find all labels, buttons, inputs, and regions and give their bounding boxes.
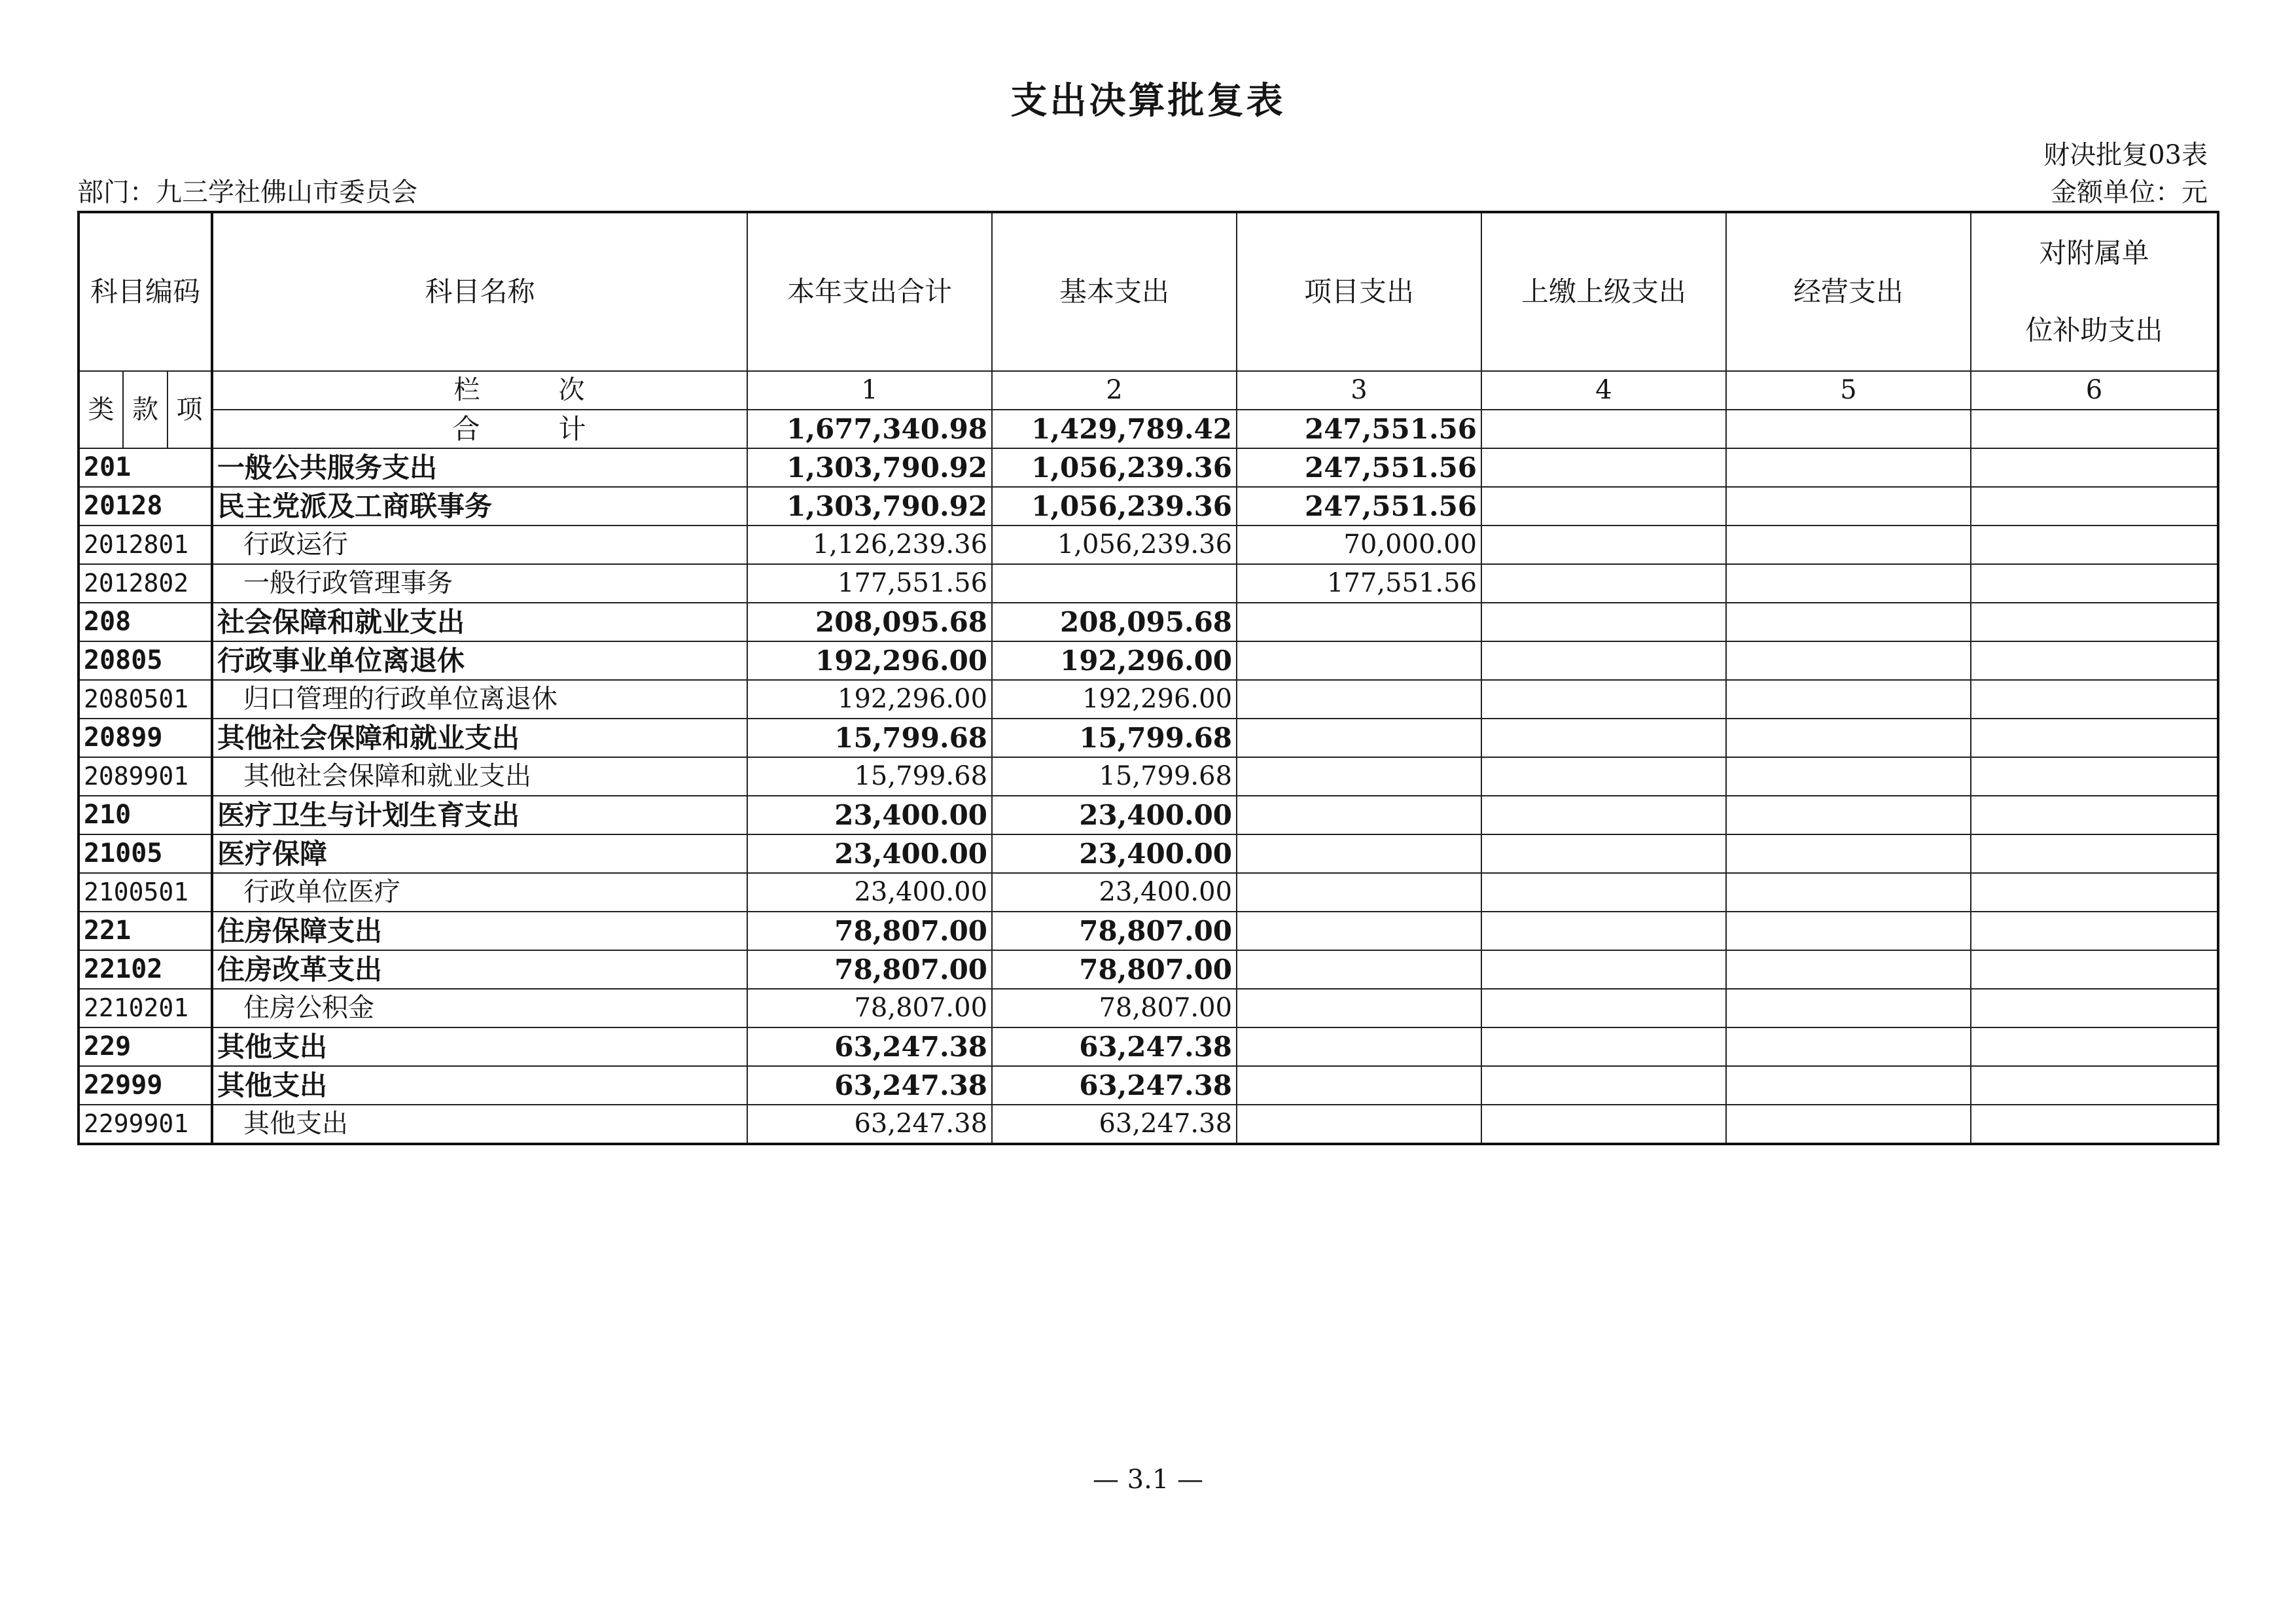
table-row [79, 719, 2218, 757]
row-total-expenditure: 1,303,790.92 [747, 487, 992, 526]
row-name: 住房公积金 [212, 989, 747, 1027]
row-operating-expenditure [1726, 834, 1971, 873]
row-operating-expenditure [1726, 757, 1971, 796]
row-basic-expenditure: 1,056,239.36 [992, 487, 1237, 526]
table-row [79, 873, 2218, 912]
row-superior-payment [1481, 834, 1726, 873]
row-basic-expenditure [992, 564, 1237, 603]
table-row [79, 1066, 2218, 1105]
table-row [79, 1027, 2218, 1066]
department-label: 部门：九三学社佛山市委员会 [77, 177, 417, 207]
table-row [79, 448, 2218, 487]
amount-unit-label: 金额单位：元 [2051, 177, 2208, 207]
row-subsidiary-subsidy [1971, 1027, 2218, 1066]
row-basic-expenditure: 23,400.00 [992, 796, 1237, 834]
row-total-expenditure: 15,799.68 [747, 719, 992, 757]
row-code: 221 [79, 912, 212, 950]
col-number-6: 6 [1971, 371, 2218, 410]
total-c4 [1481, 410, 1726, 448]
table-row [79, 950, 2218, 989]
row-code: 2089901 [79, 757, 212, 796]
page-title: 支出决算批复表 [1010, 80, 1286, 122]
row-subsidiary-subsidy [1971, 989, 2218, 1027]
row-name: 行政运行 [212, 526, 747, 564]
row-operating-expenditure [1726, 487, 1971, 526]
row-basic-expenditure: 63,247.38 [992, 1105, 1237, 1144]
row-project-expenditure [1237, 641, 1481, 680]
row-subsidiary-subsidy [1971, 448, 2218, 487]
col-number-4: 4 [1481, 371, 1726, 410]
row-superior-payment [1481, 796, 1726, 834]
row-operating-expenditure [1726, 989, 1971, 1027]
row-code: 22999 [79, 1066, 212, 1105]
row-name: 医疗卫生与计划生育支出 [212, 796, 747, 834]
page-number: — 3.1 — [1092, 1465, 1204, 1495]
header-code: 科目编码 [79, 212, 212, 371]
row-superior-payment [1481, 526, 1726, 564]
row-superior-payment [1481, 719, 1726, 757]
column-number-row [79, 371, 2218, 410]
row-total-expenditure: 63,247.38 [747, 1105, 992, 1144]
row-subsidiary-subsidy [1971, 487, 2218, 526]
row-code: 2100501 [79, 873, 212, 912]
row-superior-payment [1481, 448, 1726, 487]
row-basic-expenditure: 15,799.68 [992, 719, 1237, 757]
row-subsidiary-subsidy [1971, 641, 2218, 680]
column-number-label [212, 371, 747, 410]
row-project-expenditure [1237, 1105, 1481, 1144]
row-operating-expenditure [1726, 873, 1971, 912]
row-basic-expenditure: 192,296.00 [992, 641, 1237, 680]
row-total-expenditure: 1,126,239.36 [747, 526, 992, 564]
row-name: 其他支出 [212, 1066, 747, 1105]
row-name: 归口管理的行政单位离退休 [212, 680, 747, 719]
row-subsidiary-subsidy [1971, 757, 2218, 796]
label-he: 合 [452, 413, 559, 445]
header-basic-expenditure: 基本支出 [992, 212, 1237, 371]
header-operating-expenditure: 经营支出 [1726, 212, 1971, 371]
row-code: 210 [79, 796, 212, 834]
row-subsidiary-subsidy [1971, 603, 2218, 641]
row-project-expenditure [1237, 912, 1481, 950]
total-c5 [1726, 410, 1971, 448]
row-code: 20805 [79, 641, 212, 680]
row-subsidiary-subsidy [1971, 526, 2218, 564]
row-operating-expenditure [1726, 1027, 1971, 1066]
table-row [79, 603, 2218, 641]
row-code: 22102 [79, 950, 212, 989]
row-operating-expenditure [1726, 641, 1971, 680]
row-subsidiary-subsidy [1971, 719, 2218, 757]
row-name: 行政事业单位离退休 [212, 641, 747, 680]
col-number-3: 3 [1237, 371, 1481, 410]
header-name: 科目名称 [212, 212, 747, 371]
row-subsidiary-subsidy [1971, 796, 2218, 834]
header-xiang: 项 [168, 371, 212, 448]
row-basic-expenditure: 63,247.38 [992, 1066, 1237, 1105]
row-code: 208 [79, 603, 212, 641]
row-project-expenditure [1237, 757, 1481, 796]
row-superior-payment [1481, 950, 1726, 989]
row-subsidiary-subsidy [1971, 912, 2218, 950]
table-row [79, 680, 2218, 719]
row-operating-expenditure [1726, 719, 1971, 757]
row-total-expenditure: 23,400.00 [747, 796, 992, 834]
table-row [79, 757, 2218, 796]
row-total-expenditure: 63,247.38 [747, 1066, 992, 1105]
row-basic-expenditure: 1,056,239.36 [992, 526, 1237, 564]
row-total-expenditure: 177,551.56 [747, 564, 992, 603]
row-superior-payment [1481, 989, 1726, 1027]
row-code: 2299901 [79, 1105, 212, 1144]
header-lei: 类 [79, 371, 123, 448]
row-total-expenditure: 1,303,790.92 [747, 448, 992, 487]
row-superior-payment [1481, 603, 1726, 641]
table-row [79, 1105, 2218, 1144]
table-row [79, 526, 2218, 564]
total-row [79, 410, 2218, 448]
row-superior-payment [1481, 873, 1726, 912]
row-project-expenditure: 70,000.00 [1237, 526, 1481, 564]
row-basic-expenditure: 78,807.00 [992, 912, 1237, 950]
header-project-expenditure: 项目支出 [1237, 212, 1481, 371]
row-name: 民主党派及工商联事务 [212, 487, 747, 526]
row-total-expenditure: 78,807.00 [747, 989, 992, 1027]
total-c2: 1,429,789.42 [992, 410, 1237, 448]
row-operating-expenditure [1726, 564, 1971, 603]
row-project-expenditure [1237, 1066, 1481, 1105]
col-number-1: 1 [747, 371, 992, 410]
row-subsidiary-subsidy [1971, 950, 2218, 989]
row-code: 21005 [79, 834, 212, 873]
row-project-expenditure [1237, 989, 1481, 1027]
header-kuan: 款 [123, 371, 168, 448]
row-project-expenditure [1237, 719, 1481, 757]
row-operating-expenditure [1726, 1066, 1971, 1105]
table-row [79, 834, 2218, 873]
row-basic-expenditure: 23,400.00 [992, 834, 1237, 873]
row-operating-expenditure [1726, 950, 1971, 989]
row-subsidiary-subsidy [1971, 1105, 2218, 1144]
row-superior-payment [1481, 680, 1726, 719]
header-subsidy-line2: 位补助支出 [2025, 314, 2163, 346]
row-name: 医疗保障 [212, 834, 747, 873]
row-name: 其他社会保障和就业支出 [212, 757, 747, 796]
table-row [79, 564, 2218, 603]
form-number: 财决批复03表 [2043, 140, 2208, 170]
row-project-expenditure [1237, 1027, 1481, 1066]
col-number-2: 2 [992, 371, 1237, 410]
table-row [79, 989, 2218, 1027]
table-row [79, 796, 2218, 834]
row-project-expenditure [1237, 834, 1481, 873]
total-label [212, 410, 747, 448]
expenditure-table [77, 211, 2219, 1145]
row-total-expenditure: 78,807.00 [747, 950, 992, 989]
header-total-expenditure: 本年支出合计 [747, 212, 992, 371]
table-row [79, 487, 2218, 526]
row-code: 20128 [79, 487, 212, 526]
row-total-expenditure: 63,247.38 [747, 1027, 992, 1066]
row-total-expenditure: 192,296.00 [747, 680, 992, 719]
row-superior-payment [1481, 1066, 1726, 1105]
row-code: 2080501 [79, 680, 212, 719]
row-subsidiary-subsidy [1971, 680, 2218, 719]
row-total-expenditure: 208,095.68 [747, 603, 992, 641]
row-name: 住房保障支出 [212, 912, 747, 950]
row-basic-expenditure: 15,799.68 [992, 757, 1237, 796]
row-superior-payment [1481, 487, 1726, 526]
row-basic-expenditure: 78,807.00 [992, 950, 1237, 989]
row-project-expenditure [1237, 603, 1481, 641]
row-code: 2210201 [79, 989, 212, 1027]
row-superior-payment [1481, 757, 1726, 796]
row-basic-expenditure: 208,095.68 [992, 603, 1237, 641]
row-name: 住房改革支出 [212, 950, 747, 989]
row-basic-expenditure: 78,807.00 [992, 989, 1237, 1027]
row-superior-payment [1481, 1105, 1726, 1144]
row-basic-expenditure: 192,296.00 [992, 680, 1237, 719]
row-operating-expenditure [1726, 526, 1971, 564]
header-subsidiary-subsidy [1971, 212, 2218, 371]
row-name: 社会保障和就业支出 [212, 603, 747, 641]
row-superior-payment [1481, 564, 1726, 603]
row-code: 2012802 [79, 564, 212, 603]
row-project-expenditure: 177,551.56 [1237, 564, 1481, 603]
row-project-expenditure [1237, 680, 1481, 719]
row-subsidiary-subsidy [1971, 873, 2218, 912]
row-name: 一般行政管理事务 [212, 564, 747, 603]
label-ji: 计 [558, 413, 586, 445]
header-subsidy-line1: 对附属单 [2039, 237, 2149, 270]
row-operating-expenditure [1726, 448, 1971, 487]
row-basic-expenditure: 1,056,239.36 [992, 448, 1237, 487]
row-total-expenditure: 78,807.00 [747, 912, 992, 950]
row-superior-payment [1481, 641, 1726, 680]
label-lan: 栏 [453, 375, 559, 405]
row-code: 229 [79, 1027, 212, 1066]
row-total-expenditure: 15,799.68 [747, 757, 992, 796]
label-ci: 次 [558, 375, 585, 405]
row-project-expenditure [1237, 796, 1481, 834]
row-basic-expenditure: 63,247.38 [992, 1027, 1237, 1066]
row-name: 其他支出 [212, 1105, 747, 1144]
col-number-5: 5 [1726, 371, 1971, 410]
total-c3: 247,551.56 [1237, 410, 1481, 448]
row-operating-expenditure [1726, 680, 1971, 719]
row-total-expenditure: 192,296.00 [747, 641, 992, 680]
table-body [79, 448, 2218, 1144]
row-subsidiary-subsidy [1971, 564, 2218, 603]
total-c6 [1971, 410, 2218, 448]
row-name: 行政单位医疗 [212, 873, 747, 912]
row-operating-expenditure [1726, 796, 1971, 834]
row-code: 2012801 [79, 526, 212, 564]
row-basic-expenditure: 23,400.00 [992, 873, 1237, 912]
header-superior-payment: 上缴上级支出 [1481, 212, 1726, 371]
row-project-expenditure [1237, 950, 1481, 989]
row-code: 201 [79, 448, 212, 487]
row-project-expenditure: 247,551.56 [1237, 448, 1481, 487]
row-name: 其他支出 [212, 1027, 747, 1066]
row-superior-payment [1481, 912, 1726, 950]
row-name: 一般公共服务支出 [212, 448, 747, 487]
row-project-expenditure: 247,551.56 [1237, 487, 1481, 526]
table-row [79, 641, 2218, 680]
row-code: 20899 [79, 719, 212, 757]
row-total-expenditure: 23,400.00 [747, 873, 992, 912]
row-operating-expenditure [1726, 603, 1971, 641]
row-subsidiary-subsidy [1971, 1066, 2218, 1105]
total-c1: 1,677,340.98 [747, 410, 992, 448]
row-operating-expenditure [1726, 912, 1971, 950]
row-name: 其他社会保障和就业支出 [212, 719, 747, 757]
row-project-expenditure [1237, 873, 1481, 912]
row-superior-payment [1481, 1027, 1726, 1066]
row-total-expenditure: 23,400.00 [747, 834, 992, 873]
row-operating-expenditure [1726, 1105, 1971, 1144]
table-row [79, 912, 2218, 950]
row-subsidiary-subsidy [1971, 834, 2218, 873]
header-row [79, 212, 2218, 371]
